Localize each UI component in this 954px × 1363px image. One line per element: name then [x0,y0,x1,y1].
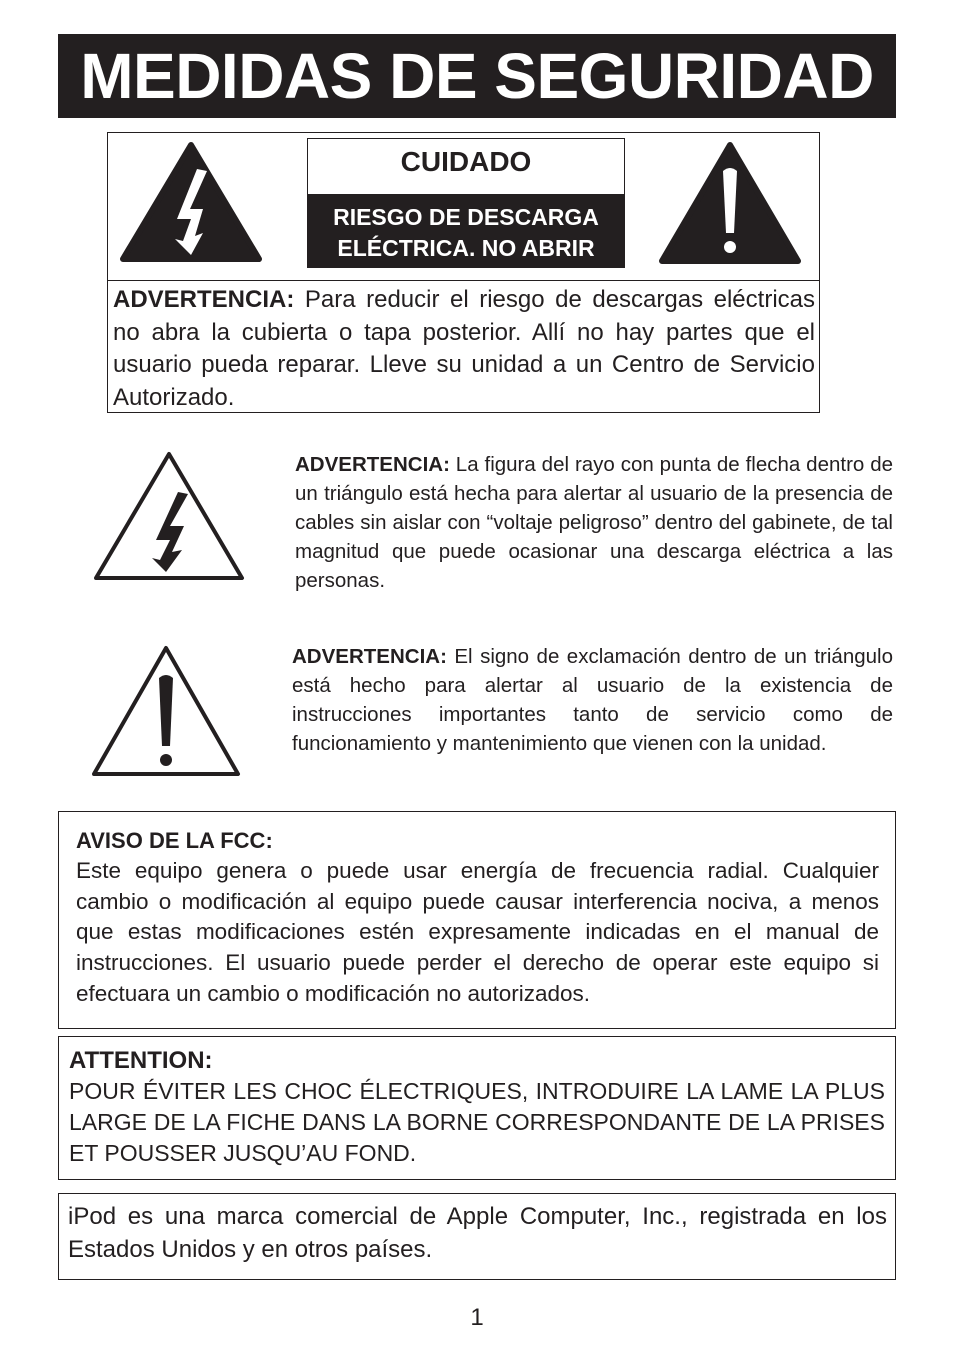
trademark-text: iPod es una marca comercial de Apple Computer, Inc., registrada en los Estados Unidos y en otros países. [68,1203,887,1263]
main-warning-text [113,284,815,414]
caution-label [307,138,625,268]
lightning-outline-triangle-icon [90,448,248,584]
attention-heading: ATTENTION: [69,1047,213,1074]
fcc-body: Este equipo genera o puede usar energía de frecuencia radial. Cualquier cambio o modificación al equipo puede causar interferencia nociva, a menos que estas modificaciones estén expresamente indicadas en el manual de instrucciones. El usuario puede perder el derecho de operar este equipo si efectuara un cambio o modificación no autorizados. [76,858,879,1006]
exclamation-triangle-icon [656,139,804,267]
caution-subtext [308,194,624,267]
fcc-heading: AVISO DE LA FCC: [76,828,273,853]
page-title: MEDIDAS DE SEGURIDAD [58,34,896,118]
caution-line-1: RIESGO DE DESCARGA [333,204,599,230]
fcc-notice-box [58,811,896,1029]
page-number: 1 [470,1304,484,1331]
attention-box [58,1036,896,1180]
lightning-warning-body: La figura del rayo con punta de flecha dentro de un triángulo está hecha para alertar al usuario de la presencia de cables sin aislar con “voltaje peligroso” dentro del gabinete, de tal magnitud que puede ocasionar una descarga eléctrica a las personas. [295,453,893,592]
trademark-box [58,1193,896,1280]
attention-body: POUR ÉVITER LES CHOC ÉLECTRIQUES, INTRODUIRE LA LAME LA PLUS LARGE DE LA FICHE DANS LA BORNE CORRESPONDANTE DE LA PRISES ET POUSSER JUSQU’AU FOND. [69,1078,885,1166]
exclamation-outline-triangle-icon [88,642,244,780]
main-warning-label: ADVERTENCIA: [113,286,295,313]
lightning-warning-text [295,450,893,595]
caution-warning-box [107,132,820,413]
caution-header-row [108,133,819,281]
lightning-triangle-icon [117,139,265,265]
exclamation-warning-label: ADVERTENCIA: [292,645,447,668]
exclamation-warning-body: El signo de exclamación dentro de un triángulo está hecho para alertar al usuario de la existencia de instrucciones importantes tanto de servicio como de funcionamiento y mantenimiento que vienen con la unidad. [292,645,893,755]
lightning-warning-label: ADVERTENCIA: [295,453,450,476]
exclamation-warning-text [292,642,893,758]
fcc-notice-text [76,826,879,1010]
main-warning-body: Para reducir el riesgo de descargas eléctricas no abra la cubierta o tapa posterior. Allí no hay partes que el usuario pueda reparar. Lleve su unidad a un Centro de Servicio Autorizado. [113,286,815,411]
attention-text [69,1045,885,1169]
caution-heading: CUIDADO [400,146,532,177]
caution-line-2: ELÉCTRICA. NO ABRIR [337,235,595,261]
